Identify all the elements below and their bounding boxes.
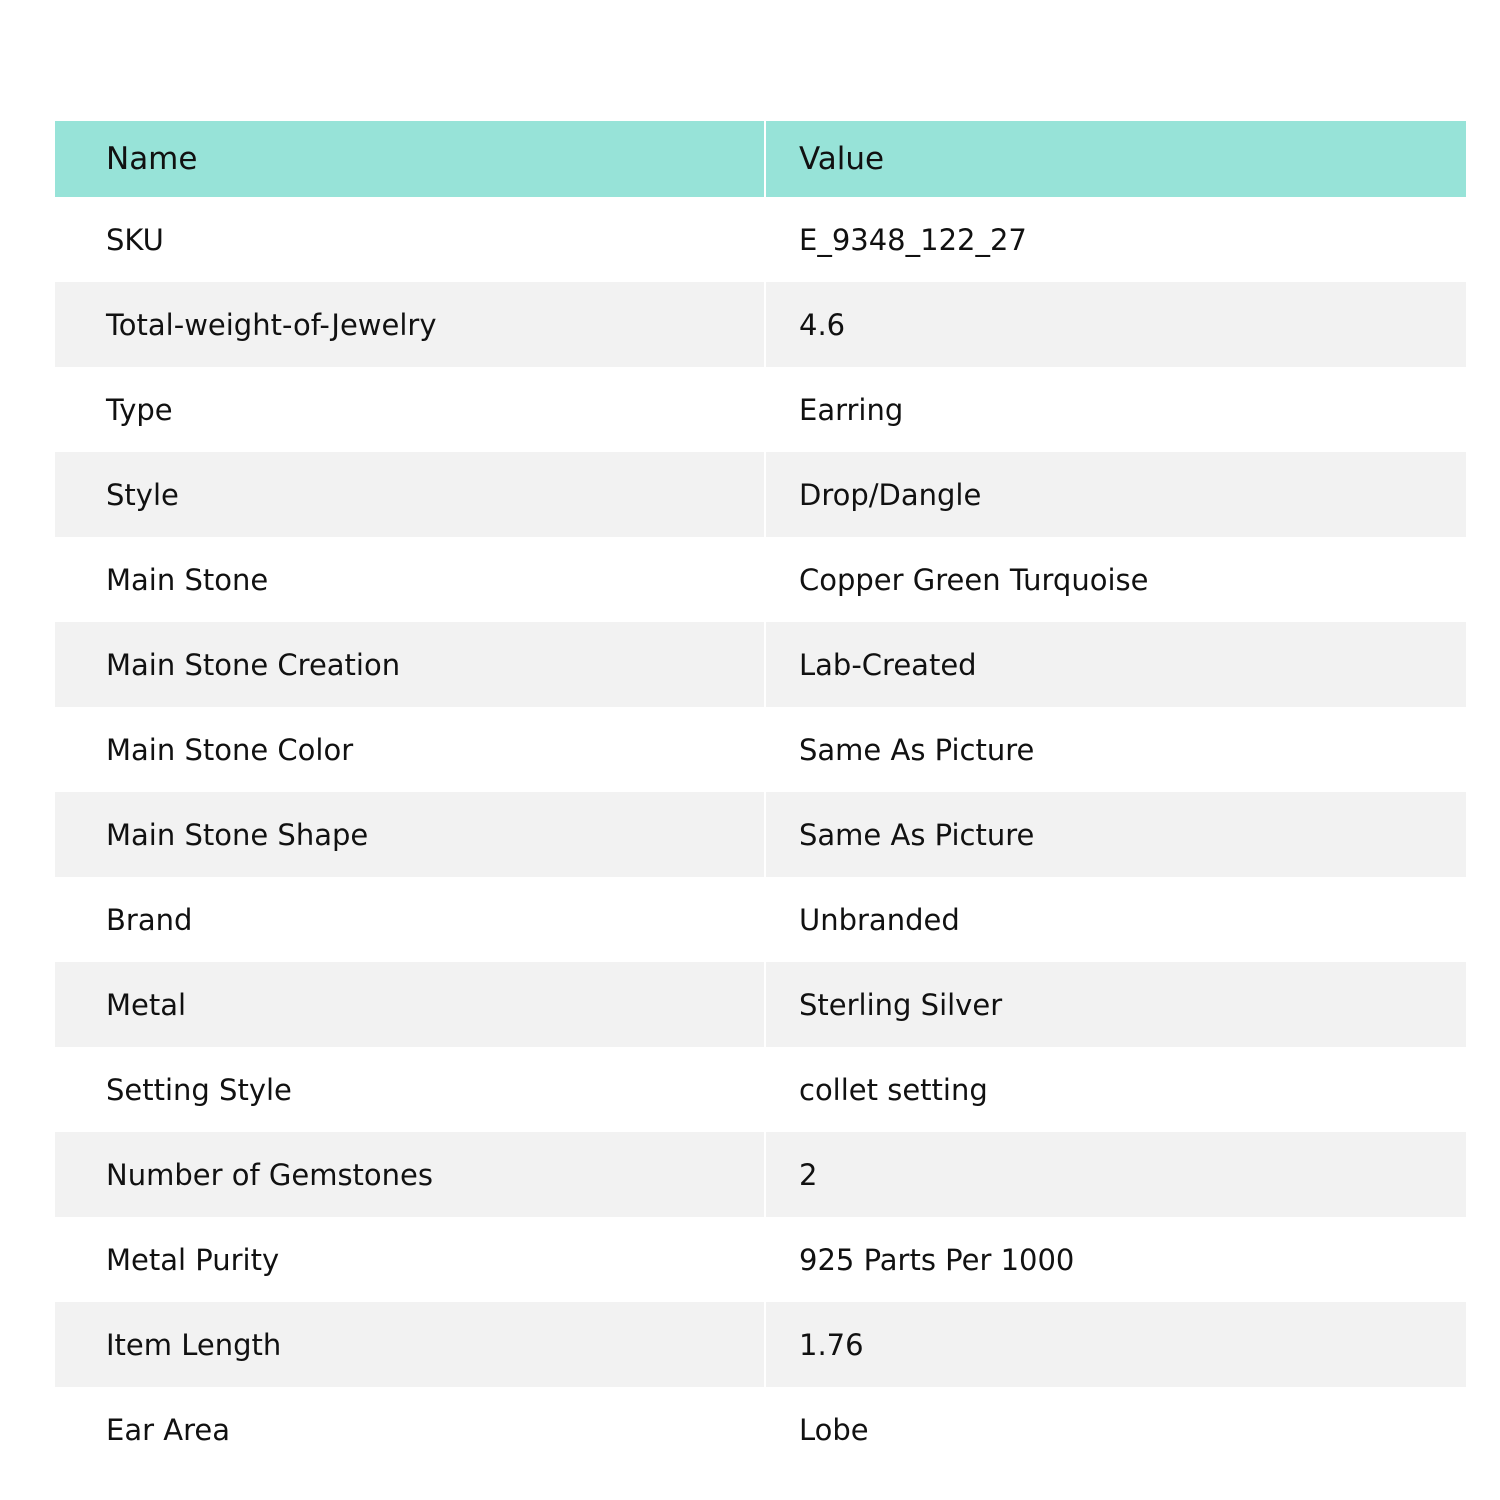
table-header-row (55, 121, 1466, 197)
row-value: Lobe (766, 1387, 1466, 1472)
row-value: Copper Green Turquoise (766, 537, 1466, 622)
row-name: SKU (55, 197, 766, 282)
row-name: Type (55, 367, 766, 452)
row-name: Metal (55, 962, 766, 1047)
row-name: Metal Purity (55, 1217, 766, 1302)
table-row (55, 197, 1466, 282)
table-row (55, 962, 1466, 1047)
row-value: E_9348_122_27 (766, 197, 1466, 282)
row-value: 2 (766, 1132, 1466, 1217)
row-value: Lab-Created (766, 622, 1466, 707)
table-row (55, 452, 1466, 537)
row-name: Total-weight-of-Jewelry (55, 282, 766, 367)
row-value: Drop/Dangle (766, 452, 1466, 537)
table-row (55, 367, 1466, 452)
row-value: Unbranded (766, 877, 1466, 962)
row-name: Setting Style (55, 1047, 766, 1132)
row-name: Item Length (55, 1302, 766, 1387)
row-name: Style (55, 452, 766, 537)
table-row (55, 537, 1466, 622)
row-name: Main Stone Shape (55, 792, 766, 877)
table-row (55, 282, 1466, 367)
row-value: 4.6 (766, 282, 1466, 367)
table-row (55, 1387, 1466, 1472)
table-row (55, 622, 1466, 707)
table-row (55, 1302, 1466, 1387)
table-row (55, 707, 1466, 792)
header-value: Value (766, 121, 1466, 197)
header-name: Name (55, 121, 766, 197)
row-name: Main Stone Creation (55, 622, 766, 707)
table-row (55, 1217, 1466, 1302)
table-row (55, 792, 1466, 877)
row-name: Ear Area (55, 1387, 766, 1472)
row-name: Main Stone Color (55, 707, 766, 792)
row-name: Number of Gemstones (55, 1132, 766, 1217)
spec-table (55, 121, 1466, 1472)
row-value: Sterling Silver (766, 962, 1466, 1047)
row-value: collet setting (766, 1047, 1466, 1132)
row-value: 925 Parts Per 1000 (766, 1217, 1466, 1302)
row-value: Earring (766, 367, 1466, 452)
table-row (55, 1047, 1466, 1132)
table-row (55, 877, 1466, 962)
table-row (55, 1132, 1466, 1217)
row-name: Brand (55, 877, 766, 962)
row-value: 1.76 (766, 1302, 1466, 1387)
row-value: Same As Picture (766, 707, 1466, 792)
row-name: Main Stone (55, 537, 766, 622)
row-value: Same As Picture (766, 792, 1466, 877)
